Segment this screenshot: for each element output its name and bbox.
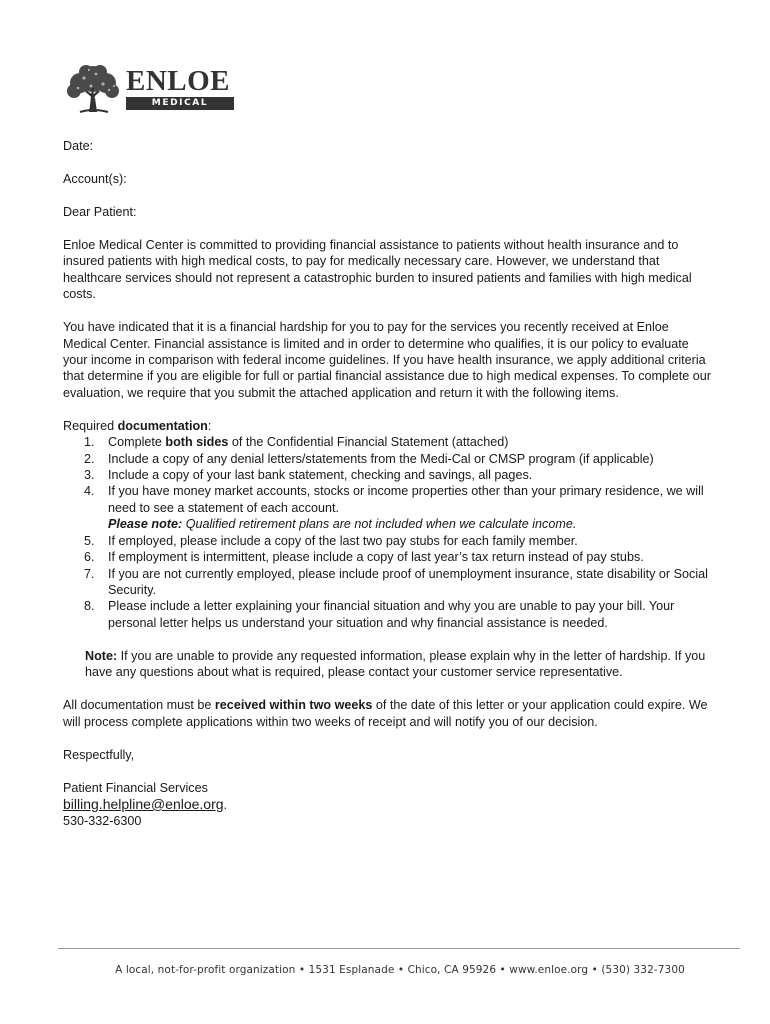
logo-name: ENLOE bbox=[126, 65, 231, 97]
date-label: Date: bbox=[63, 139, 94, 153]
list-item: 6. If employment is intermittent, please include a copy of last year’s tax return instead of pay stubs. bbox=[84, 550, 644, 565]
logo-subtitle: MEDICAL CENTER bbox=[126, 97, 234, 110]
list-item: 2. Include a copy of any denial letters/statements from the Medi-Cal or CMSP program (if applicable) bbox=[84, 451, 654, 466]
email-link[interactable]: billing.helpline@enloe.org bbox=[63, 795, 224, 812]
phone-number: 530-332-6300 bbox=[63, 814, 142, 829]
accounts-label: Account(s): bbox=[63, 172, 127, 186]
hardship-note: Note: If you are unable to provide any requested information, please explain why in the letter of hardship. If you have any questions about what is required, please contact your customer service representative. bbox=[85, 648, 706, 680]
paragraph-commitment: Enloe Medical Center is committed to providing financial assistance to patients without health insurance and to insured patients with high medical costs, to pay for medically necessary care. However, we understand that healthcare services should not represent a catastrophic burden to insured patients and families with high medical costs. bbox=[63, 238, 692, 302]
paragraph-hardship: You have indicated that it is a financial hardship for you to pay for the services you recently received at Enloe Medical Center. Financial assistance is limited and in order to determine who qualifies, it is our policy to evaluate your income in comparison with federal income guidelines. If you have health insurance, we apply additional criteria that determine if you are eligible for full or partial financial assistance due to high medical expenses. To complete our evaluation, we require that you submit the attached application and return it with the following items. bbox=[63, 320, 712, 400]
list-item: 3. Include a copy of your last bank statement, checking and savings, all pages. bbox=[84, 468, 533, 483]
enloe-logo bbox=[62, 64, 238, 121]
retirement-plans-note: Please note: Qualified retirement plans are not included when we calculate income. bbox=[108, 517, 577, 532]
letter-body bbox=[63, 138, 711, 830]
list-item: 5. If employed, please include a copy of the last two pay stubs for each family member. bbox=[84, 533, 578, 548]
deadline-paragraph: All documentation must be received within two weeks of the date of this letter or your application could expire. We will process complete applications within two weeks of receipt and will notify you of our decision. bbox=[63, 698, 708, 729]
list-item: 7. If you are not currently employed, please include proof of unemployment insurance, state disability or Social Security. bbox=[84, 566, 708, 597]
list-item: 1. Complete both sides of the Confidential Financial Statement (attached) bbox=[84, 435, 509, 450]
documentation-list-continued bbox=[63, 533, 711, 631]
email-line: billing.helpline@enloe.org. bbox=[63, 795, 228, 812]
signature: Patient Financial Services bbox=[63, 780, 208, 795]
salutation: Dear Patient: bbox=[63, 205, 137, 219]
footer-divider bbox=[58, 948, 740, 949]
documentation-list bbox=[63, 434, 711, 516]
tree-icon bbox=[62, 64, 124, 114]
required-documentation-heading: Required documentation: bbox=[63, 418, 212, 433]
closing: Respectfully, bbox=[63, 747, 135, 762]
list-item: 8. Please include a letter explaining your financial situation and why you are unable to pay your bill. Your personal letter helps us understand your situation and why financial assistance is needed. bbox=[84, 599, 675, 630]
footer-address: A local, not-for-profit organization • 1531 Esplanade • Chico, CA 95926 • www.enloe.org • (530) 332-7300 bbox=[115, 964, 685, 976]
list-item: 4. If you have money market accounts, stocks or income properties other than your primary residence, we will need to see a statement of each account. bbox=[84, 484, 704, 515]
